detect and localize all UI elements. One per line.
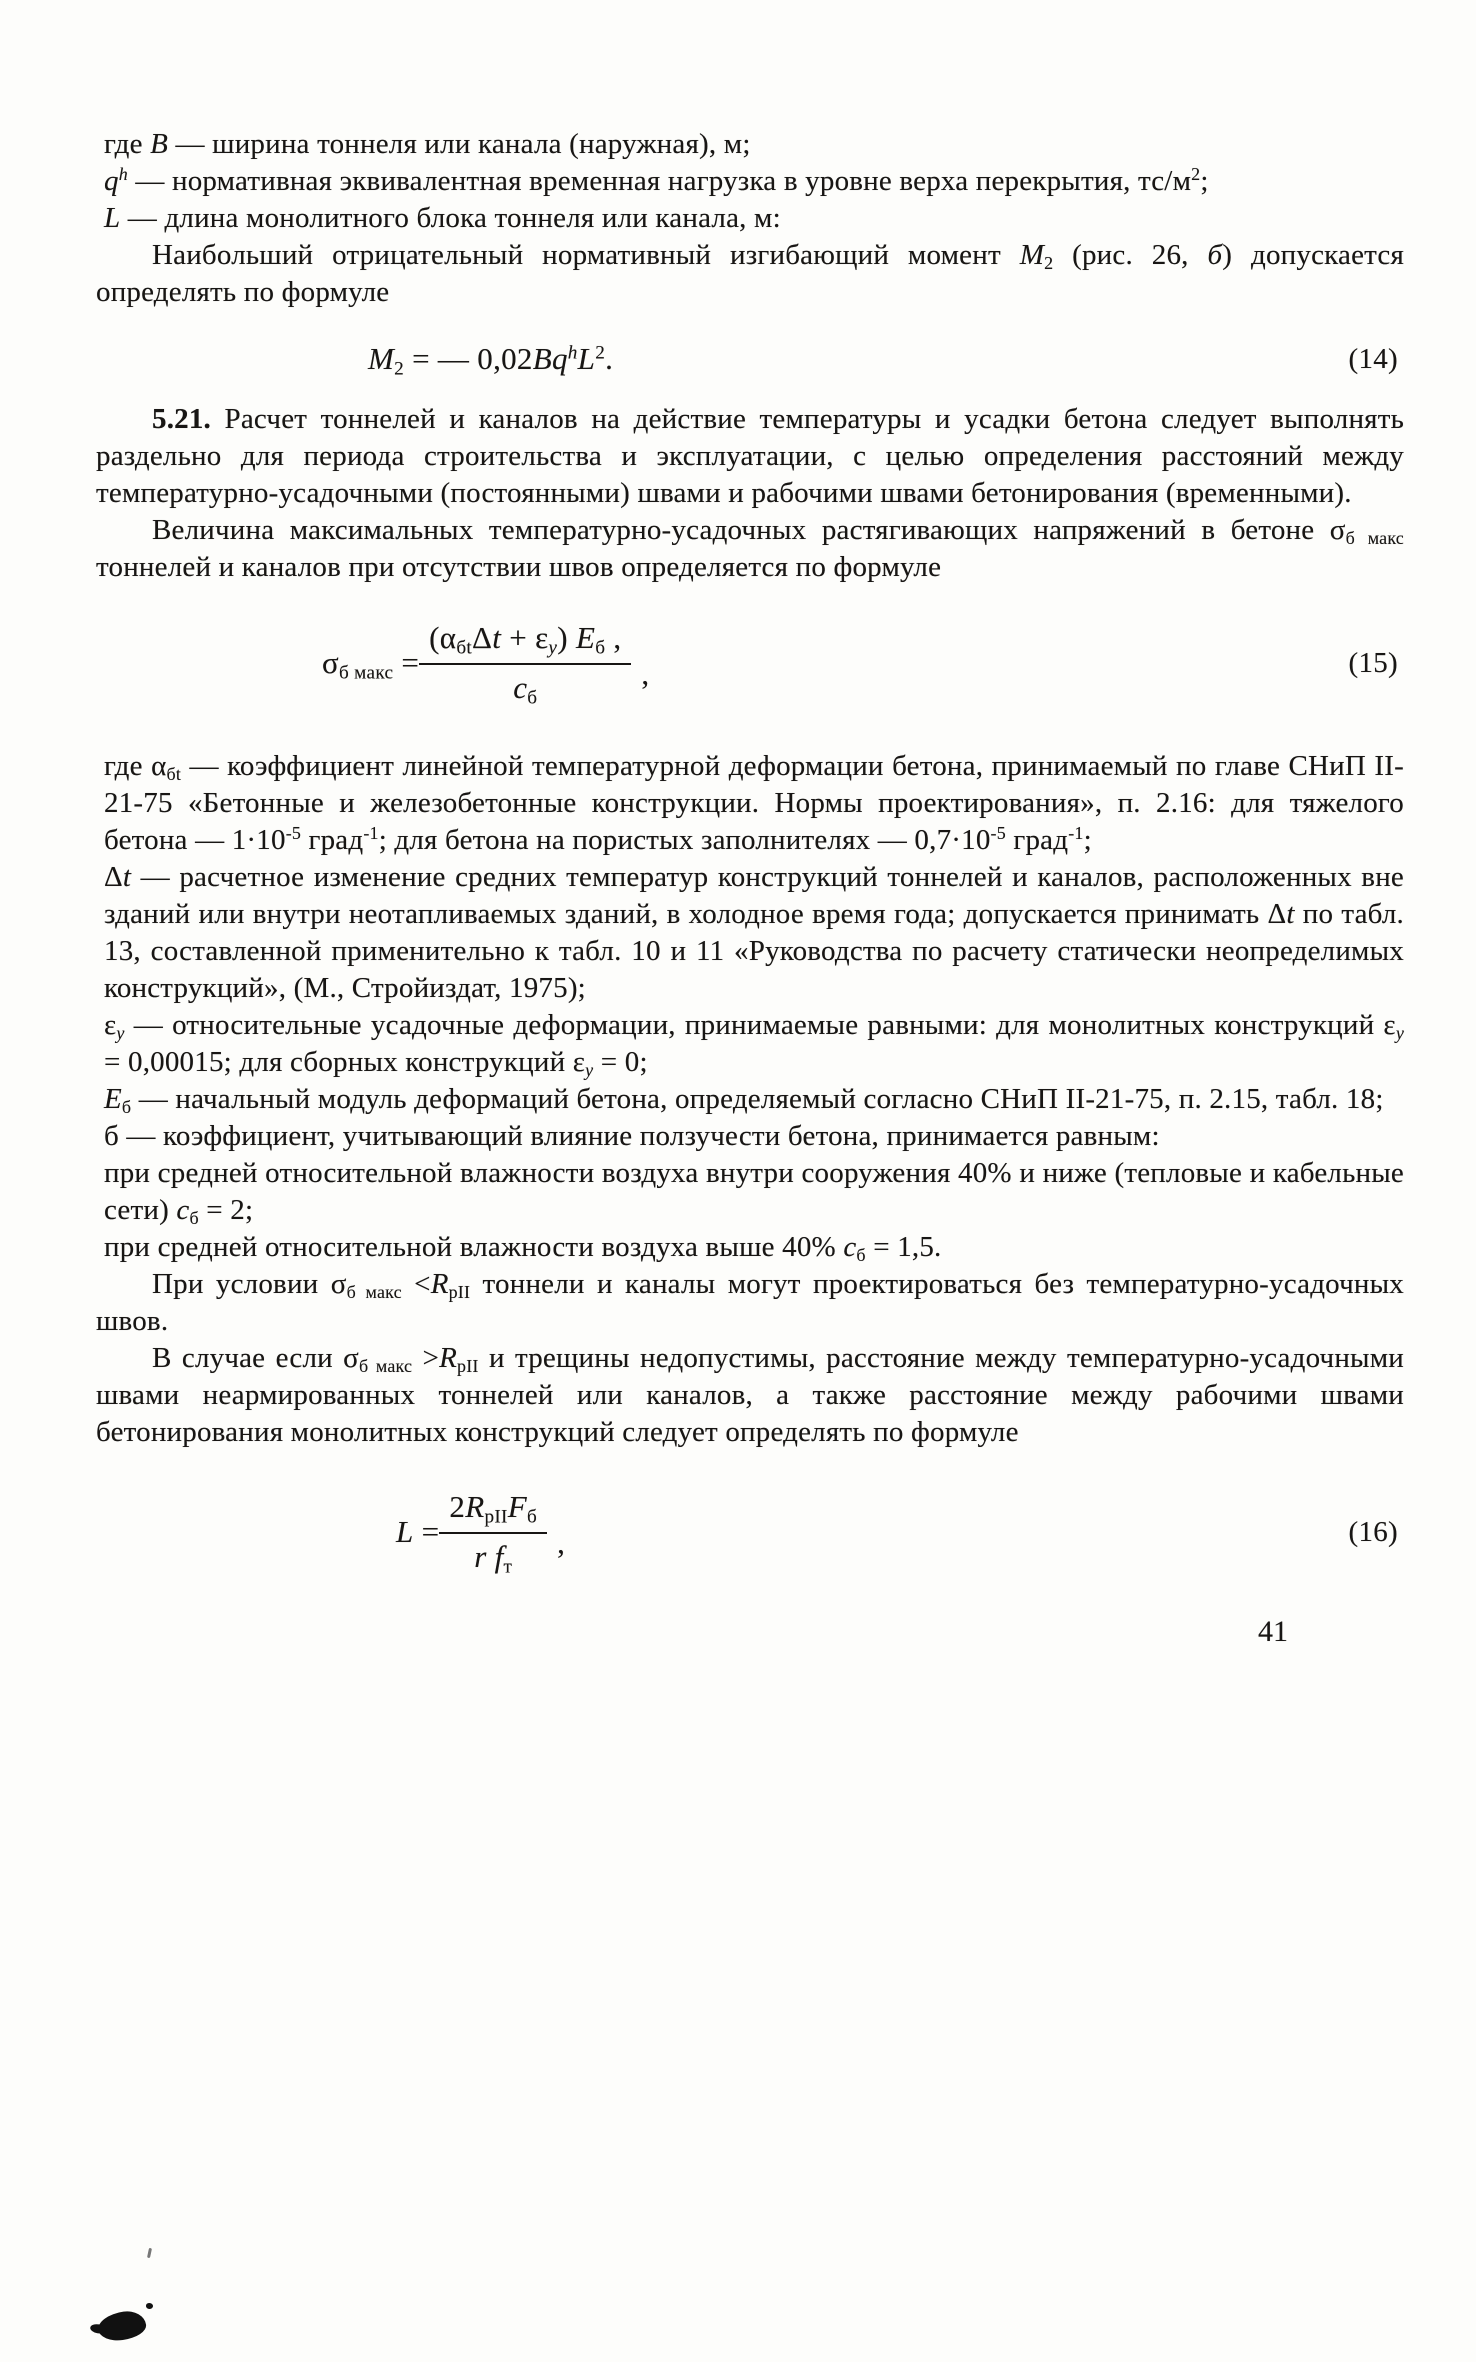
definition-e-modulus: $Е_б$ — начальный модуль деформаций бетона, определяемый согласно СНиП II-21-75, п. 2.15, табл. 18; [104,1083,1384,1118]
formula-16-fraction [439,1489,547,1578]
paragraph-5-21: 5.21. Расчет тоннелей и каналов на действие температуры и усадки бетона следует выполнять раздельно для периода строительства и эксплуатации, с целью определения расстояний между температурно-усадочными (постоянными) швами и рабочими швами бетонирования (временными). [96,403,1404,509]
formula-16-lhs: L = [396,1514,440,1549]
text-block [96,0,1404,1649]
definition-delta-t: Δt — расчетное изменение средних температур конструкций тоннелей и каналов, расположенных вне зданий или внутри неотапливаемых зданий, в холодное время года; допускается принимать Δt по табл. 13, составленной применительно к табл. 10 и 11 «Руководства по расчету статически неопределимых конструкций», (М., Стройиздат, 1975); [104,861,1405,1004]
paragraph-pri-uslovii: При условии $\sigma_{б макс} <R_{рII}$ тоннели и каналы могут проектироваться без температурно-усадочных швов. [96,1268,1404,1337]
formula-14 [96,341,1404,380]
paragraph-velichina: Величина максимальных температурно-усадочных растягивающих напряжений в бетоне $\sigma_{б макс}$ тоннелей и каналов при отсутствии швов определяется по формуле [96,514,1404,583]
definition-l-length: L — длина монолитного блока тоннеля или канала, м: [104,202,781,234]
formula-16-numerator: $2R_{рII}F_б$ [449,1489,538,1528]
formula-14-body: $М_2$ = — $0,02Bq^hL^2$. [368,341,614,380]
ink-speck [146,2303,153,2309]
paragraph-moment: Наибольший отрицательный нормативный изгибающий момент $М_2$ (рис. 26, б) допускается определять по формуле [96,239,1404,308]
definition-c-coeff: б — коэффициент, учитывающий влияние ползучести бетона, принимается равным: [104,1120,1160,1152]
formula-16 [96,1489,1404,1578]
ink-blot-icon [96,2309,147,2343]
paragraph-v-sluchae: В случае если $\sigma_{б макс} >R_{рII}$ и трещины недопустимы, расстояние между температурно-усадочными швами неармированных тоннелей или каналов, а также расстояние между рабочими швами бетонирования монолитных конструкций следует определять по формуле [96,1342,1404,1448]
page-number: 41 [1258,1615,1288,1648]
definition-b-width: где В — ширина тоннеля или канала (наружная), м; [104,128,751,160]
definition-q-load: $q^h$ — нормативная эквивалентная временная нагрузка в уровне верха перекрытия, $тс/м^2$; [104,164,1209,197]
scan-tick-mark [147,2248,152,2258]
formula-15-numerator: $(\alpha_{бt}\Delta t + \varepsilon_у)$ $Е_б$ , [429,620,622,659]
formula-15-lhs: $\sigma_{б макс}$ = [322,645,420,684]
formula-14-number: (14) [1348,342,1398,375]
formula-15-fraction [419,620,631,709]
formula-16-comma: , [557,1525,566,1560]
formula-16-number: (16) [1348,1515,1398,1548]
definition-epsilon: $\varepsilon_у$ — относительные усадочные деформации, принимаемые равными: для монолитных конструкций $\varepsilon_у = 0,00015$; для сборных конструкций $\varepsilon_у = 0$; [104,1009,1404,1081]
definition-humidity-low: при средней относительной влажности воздуха внутри сооружения 40% и ниже (тепловые и кабельные сети) $с_б = 2$; [104,1157,1404,1229]
definition-alpha: где $\alpha_{бt}$ — коэффициент линейной температурной деформации бетона, принимаемый по главе СНиП II-21-75 «Бетонные и железобетонные конструкции. Нормы проектирования», п. 2.16: для тяжелого бетона — $1\cdot 10^{-5}$ град$^{-1}$; для бетона на пористых заполнителях — $0,7\cdot 10^{-5}$ град$^{-1}$; [104,750,1404,856]
formula-15-denominator: $с_б$ [419,663,631,706]
definition-humidity-high: при средней относительной влажности воздуха выше 40% $с_б = 1,5$. [104,1231,942,1266]
formula-15 [96,620,1404,709]
formula-15-number: (15) [1348,646,1398,679]
formula-15-comma: , [641,656,650,691]
formula-16-denominator: r $f_т$ [439,1532,547,1575]
